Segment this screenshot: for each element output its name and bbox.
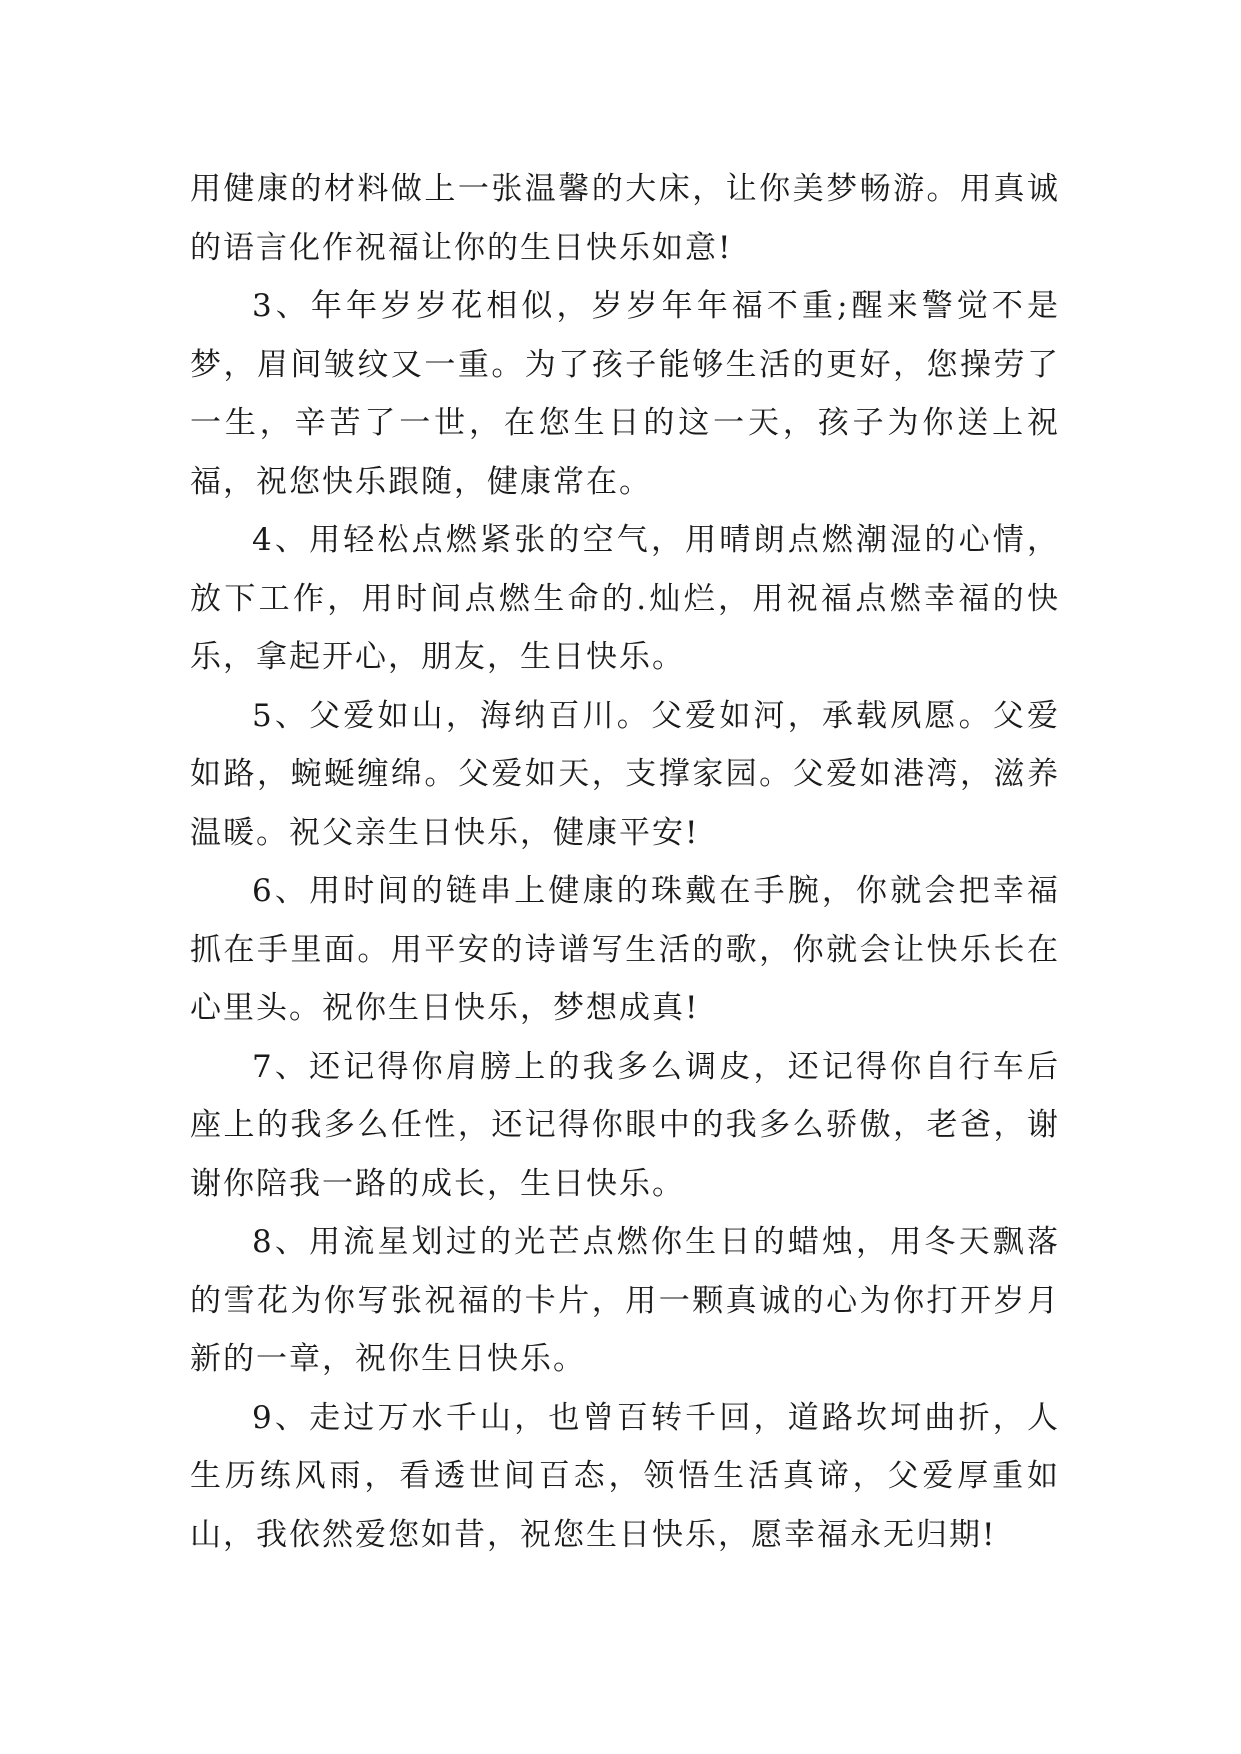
paragraph-6: 6、用时间的链串上健康的珠戴在手腕，你就会把幸福抓在手里面。用平安的诗谱写生活的歌，你就会让快乐长在心里头。祝你生日快乐，梦想成真!	[190, 873, 1060, 1026]
paragraph-9: 9、走过万水千山，也曾百转千回，道路坎坷曲折，人生历练风雨，看透世间百态，领悟生活真谛，父爱厚重如山，我依然爱您如昔，祝您生日快乐，愿幸福永无归期!	[190, 1399, 1060, 1553]
paragraph-continuation: 用健康的材料做上一张温馨的大床，让你美梦畅游。用真诚的语言化作祝福让你的生日快乐如意!	[190, 171, 1060, 266]
document-body	[190, 160, 1060, 1564]
paragraph-4: 4、用轻松点燃紧张的空气，用晴朗点燃潮湿的心情，放下工作，用时间点燃生命的.灿烂，用祝福点燃幸福的快乐，拿起开心，朋友，生日快乐。	[190, 522, 1060, 675]
paragraph-8: 8、用流星划过的光芒点燃你生日的蜡烛，用冬天飘落的雪花为你写张祝福的卡片，用一颗真诚的心为你打开岁月新的一章，祝你生日快乐。	[190, 1224, 1060, 1377]
paragraph-5: 5、父爱如山，海纳百川。父爱如河，承载夙愿。父爱如路，蜿蜒缠绵。父爱如天，支撑家园。父爱如港湾，滋养温暖。祝父亲生日快乐，健康平安!	[190, 697, 1060, 851]
paragraph-3: 3、年年岁岁花相似，岁岁年年福不重;醒来警觉不是梦，眉间皱纹又一重。为了孩子能够生活的更好，您操劳了一生，辛苦了一世，在您生日的这一天，孩子为你送上祝福，祝您快乐跟随，健康常在。	[190, 288, 1060, 500]
paragraph-7: 7、还记得你肩膀上的我多么调皮，还记得你自行车后座上的我多么任性，还记得你眼中的我多么骄傲，老爸，谢谢你陪我一路的成长，生日快乐。	[190, 1048, 1060, 1202]
